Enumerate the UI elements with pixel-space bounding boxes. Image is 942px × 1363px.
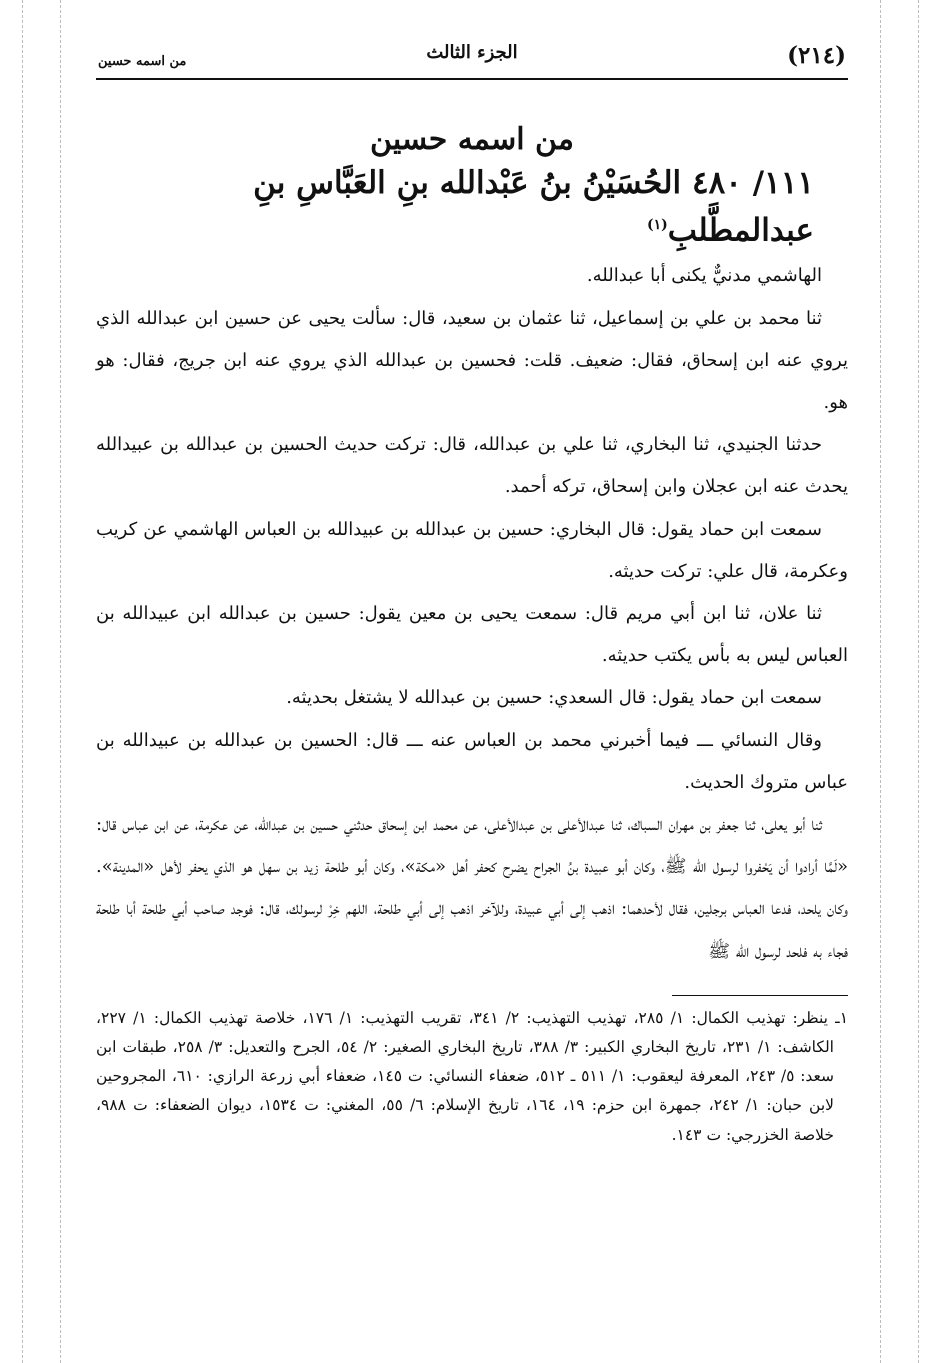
entry-title-text: ١١١/ ٤٨٠ الحُسَيْنُ بنُ عَبْدالله بنِ العَبَّاسِ بنِ عبدالمطَّلبِ <box>253 165 814 249</box>
page-header <box>96 36 848 80</box>
paragraph: حدثنا الجنيدي، ثنا البخاري، ثنا علي بن عبدالله، قال: تركت حديث الحسين بن عبدالله بن عبيدالله يحدث عنه ابن عجلان وابن إسحاق، تركه أحمد. <box>96 434 848 498</box>
paragraph: سمعت ابن حماد يقول: قال البخاري: حسين بن عبدالله بن عبيدالله بن العباس الهاشمي عن كريب وعكرمة، قال علي: تركت حديثه. <box>96 518 848 582</box>
margin-guide-right <box>918 0 919 1363</box>
footnote-marker: (١) <box>646 217 668 233</box>
margin-guide-left-inner <box>60 0 61 1363</box>
margin-guide-left <box>22 0 23 1363</box>
section-title: من اسمه حسين <box>370 122 574 157</box>
paragraph: الهاشمي مدنيٌّ يكنى أبا عبدالله. <box>586 265 822 287</box>
paragraph: ثنا أبو يعلى، ثنا جعفر بن مهران السباك، ثنا عبدالأعلى بن عبدالأعلى، عن محمد ابن إسحاق حدثني حسين بن عبدالله، عن عكرمة، عن ابن عباس قال: «لَمَّا أرادوا أن يَحْفروا لرسول الله ﷺ، وكان أبو عبيدة بنُ الجراح يضرح كحفر أهل «مكة»، وكان أبو طلحة زيد بن سهل هو الذي يحفر لأهل «المدينة». وكان يلحد، فدعا العباس برجلين، فقال لأحدهما: اذهب إلى أبي عبيدة، وللآخر اذهب إلى أبي طلحة، اللهم خِرْ لرسولك، قال: فوجد صاحب أبي طلحة أبا طلحة فجاء به فلحد لرسول الله ﷺ <box>96 813 848 962</box>
volume-label: الجزء الثالث <box>426 42 518 63</box>
entry-body <box>96 255 848 972</box>
running-title: من اسمه حسين <box>98 54 187 69</box>
paragraph: ثنا علان، ثنا ابن أبي مريم قال: سمعت يحيى بن معين يقول: حسين بن عبدالله ابن عبيدالله بن العباس ليس به بأس يكتب حديثه. <box>96 602 848 667</box>
book-page <box>96 36 848 1150</box>
page-number: (٢١٤) <box>787 42 846 69</box>
paragraph: ثنا محمد بن علي بن إسماعيل، ثنا عثمان بن سعيد، قال: سألت يحيى عن حسين ابن عبدالله الذي يروي عنه ابن إسحاق، فقال: ضعيف. قلت: فحسين بن عبدالله الذي يروي عنه ابن جريج، فقال: هو هو. <box>96 307 848 413</box>
paragraph: سمعت ابن حماد يقول: قال السعدي: حسين بن عبدالله لا يشتغل بحديثه. <box>286 687 822 709</box>
footnote-separator <box>672 995 848 996</box>
footnotes <box>96 1004 848 1150</box>
paragraph: وقال النسائي ـــ فيما أخبرني محمد بن العباس عنه ـــ قال: الحسين بن عبدالله بن عبيدالله بن عباس متروك الحديث. <box>96 729 848 793</box>
footnote: ١ـ ينظر: تهذيب الكمال: ١/ ٢٨٥، تهذيب التهذيب: ٢/ ٣٤١، تقريب التهذيب: ١/ ١٧٦، خلاصة تهذيب الكمال: ١/ ٢٢٧، الكاشف: ١/ ٢٣١، تاريخ البخاري الكبير: ٣/ ٣٨٨، تاريخ البخاري الصغير: ٢/ ٥٤، الجرح والتعديل: ٣/ ٢٥٨، طبقات ابن سعد: ٥/ ٢٤٣، المعرفة ليعقوب: ١/ ٥١١ ـ ٥١٢، ضعفاء النسائي: ت ١٤٥، ضعفاء أبي زرعة الرازي: ٦١٠، المجروحين لابن حبان: ١/ ٢٤٢، جمهرة ابن حزم: ١٩، ١٦٤، تاريخ الإسلام: ٦/ ٥٥، المغني: ت ١٥٣٤، ديوان الضعفاء: ت ٩٨٨، خلاصة الخزرجي: ت ١٤٣. <box>96 1008 849 1144</box>
entry-title <box>96 162 848 251</box>
margin-guide-right-inner <box>880 0 881 1363</box>
